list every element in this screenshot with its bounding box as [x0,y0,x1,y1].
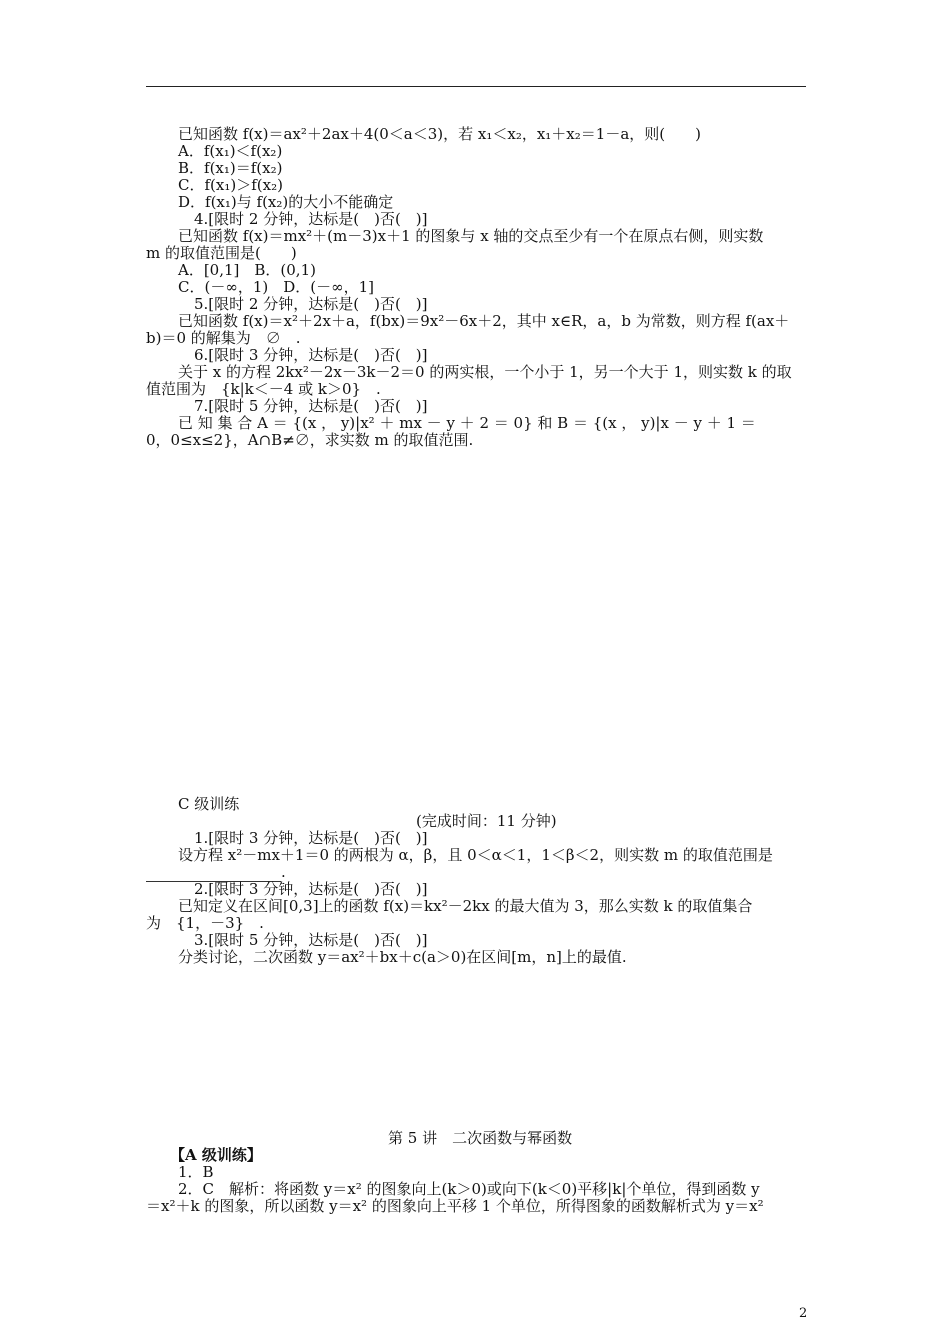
b-q5-stem-2: b)＝0 的解集为 ∅ . [146,329,301,347]
b-q5-header: 5.[限时 2 分钟，达标是( )否( )] [194,295,428,313]
b-q4-stem-2: m 的取值范围是( ) [146,244,297,262]
c-q2-stem-1: 已知定义在区间[0,3]上的函数 f(x)＝kx²－2kx 的最大值为 3，那么实数 k 的取值集合 [178,897,753,915]
answer-1: 1．B [178,1163,214,1181]
c-q2-stem-2: 为 {1，－3} . [146,914,264,932]
answers-a-title: 【A 级训练】 [170,1146,262,1164]
b-q4-stem-1: 已知函数 f(x)＝mx²＋(m－3)x＋1 的图象与 x 轴的交点至少有一个在原点右侧，则实数 [178,227,764,245]
b-q3-option-d: D．f(x₁)与 f(x₂)的大小不能确定 [178,193,394,211]
answer-2-line-1: 2．C 解析：将函数 y＝x² 的图象向上(k＞0)或向下(k＜0)平移|k|个单位，得到函数 y [178,1180,760,1198]
c-q2-header: 2.[限时 3 分钟，达标是( )否( )] [194,880,428,898]
c-section-title: C 级训练 [178,795,240,813]
b-q4-options-2: C．(－∞，1) D．(－∞，1] [178,278,374,296]
header-rule [146,86,806,87]
b-q4-header: 4.[限时 2 分钟，达标是( )否( )] [194,210,428,228]
c-time-note: (完成时间：11 分钟) [416,812,557,830]
b-q3-option-b: B．f(x₁)＝f(x₂) [178,159,283,177]
b-q3-stem: 已知函数 f(x)＝ax²＋2ax＋4(0＜a＜3)，若 x₁＜x₂，x₁＋x₂＝1－a，则( ) [178,125,701,143]
c-q1-header: 1.[限时 3 分钟，达标是( )否( )] [194,829,428,847]
b-q5-stem-1: 已知函数 f(x)＝x²＋2x＋a，f(bx)＝9x²－6x＋2，其中 x∈R，a，b 为常数，则方程 f(ax＋ [178,312,790,330]
b-q6-stem-1: 关于 x 的方程 2kx²－2x－3k－2＝0 的两实根，一个小于 1，另一个大于 1，则实数 k 的取 [178,363,792,381]
b-q6-header: 6.[限时 3 分钟，达标是( )否( )] [194,346,428,364]
b-q4-options-1: A．[0,1] B．(0,1) [178,261,316,279]
c-q1-answer-blank: . [146,864,286,882]
b-q3-option-a: A．f(x₁)＜f(x₂) [178,142,283,160]
lecture-title: 第 5 讲 二次函数与幂函数 [388,1129,573,1147]
c-q1-stem: 设方程 x²－mx＋1＝0 的两根为 α，β，且 0＜α＜1，1＜β＜2，则实数 m 的取值范围是 [178,846,773,864]
c-q3-header: 3.[限时 5 分钟，达标是( )否( )] [194,931,428,949]
b-q7-header: 7.[限时 5 分钟，达标是( )否( )] [194,397,428,415]
answer-2-line-2: ＝x²＋k 的图象，所以函数 y＝x² 的图象向上平移 1 个单位，所得图象的函数解析式为 y＝x² [146,1197,764,1215]
b-q7-stem-2: 0，0≤x≤2}，A∩B≠∅，求实数 m 的取值范围. [146,431,474,449]
b-q7-stem-1: 已 知 集 合 A ＝ {(x ， y)|x² ＋ mx － y ＋ 2 ＝ 0} 和 B ＝ {(x ， y)|x － y ＋ 1 ＝ [178,414,756,432]
b-q6-stem-2: 值范围为 {k|k＜－4 或 k＞0} . [146,380,381,398]
page-number: 2 [799,1306,808,1321]
c-q3-stem: 分类讨论，二次函数 y＝ax²＋bx＋c(a＞0)在区间[m，n]上的最值. [178,948,627,966]
b-q3-option-c: C．f(x₁)＞f(x₂) [178,176,283,194]
